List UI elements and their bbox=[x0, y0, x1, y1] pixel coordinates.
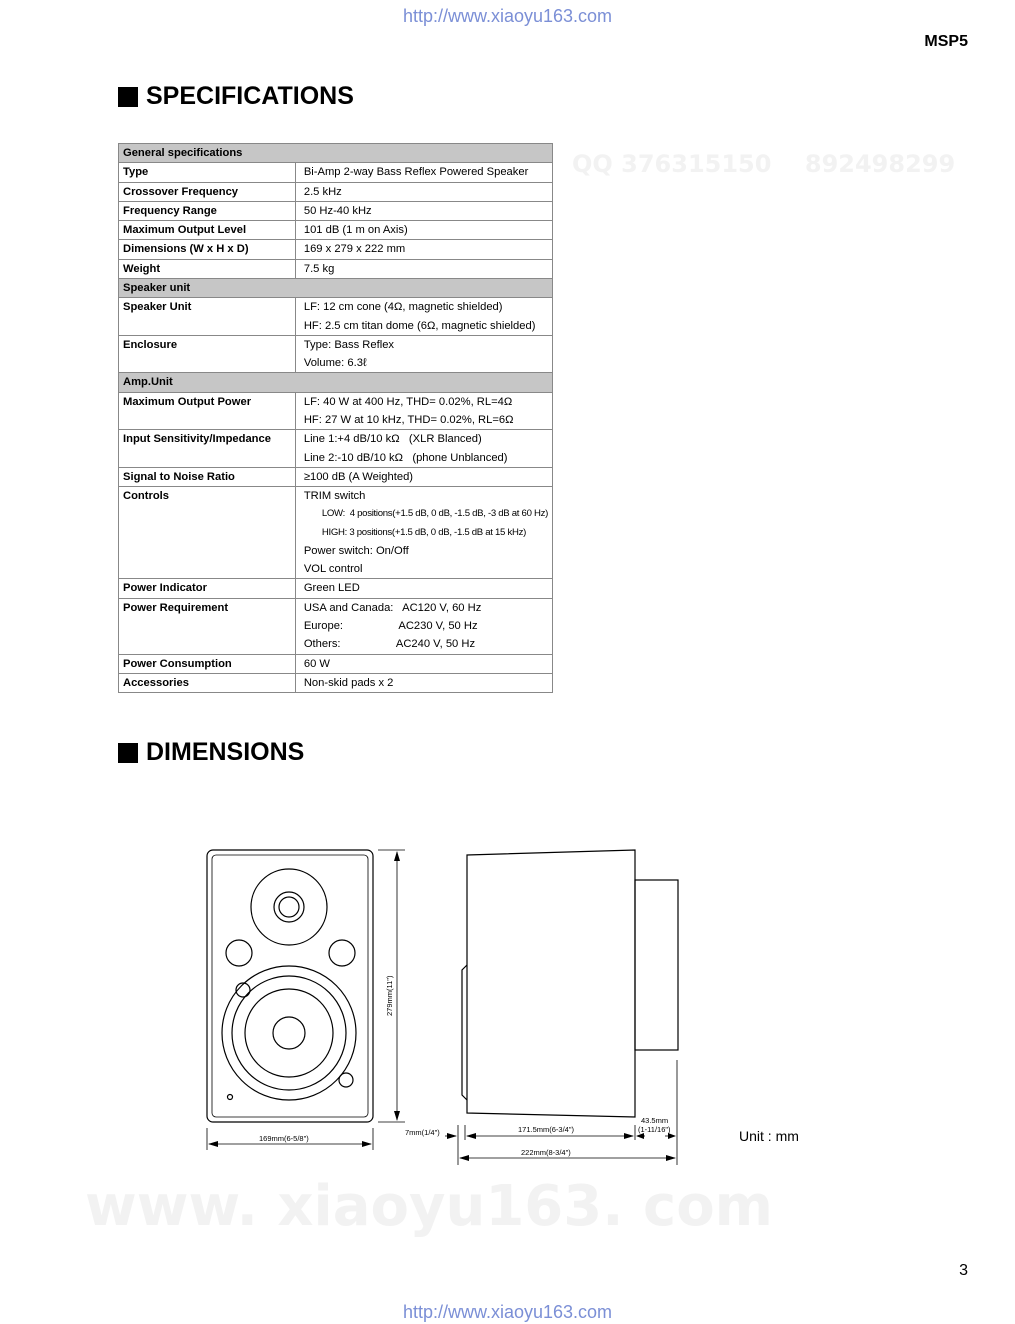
spec-label: Maximum Output Power bbox=[119, 392, 296, 430]
spec-value-line: LOW: 4 positions(+1.5 dB, 0 dB, -1.5 dB, -3 dB at 60 Hz) bbox=[321, 508, 548, 520]
spec-label: Input Sensitivity/Impedance bbox=[119, 430, 296, 468]
spec-value-line: 7.5 kg bbox=[303, 262, 335, 275]
spec-label: Enclosure bbox=[119, 335, 296, 373]
total-depth-label: 222mm(8-3/4") bbox=[521, 1148, 571, 1157]
heading-text: SPECIFICATIONS bbox=[146, 82, 354, 110]
spec-value-line: 60 W bbox=[303, 657, 330, 670]
section-title: Speaker unit bbox=[119, 278, 553, 297]
spec-value-line: HF: 2.5 cm titan dome (6Ω, magnetic shielded) bbox=[303, 319, 536, 332]
width-label: 169mm(6-5/8") bbox=[259, 1134, 309, 1143]
arrowheads bbox=[208, 851, 676, 1161]
spec-value-line: Others: AC240 V, 50 Hz bbox=[303, 638, 476, 651]
spec-value-line: LF: 40 W at 400 Hz, THD= 0.02%, RL=4Ω bbox=[303, 395, 513, 408]
spec-value-line: Power switch: On/Off bbox=[303, 544, 409, 557]
spec-value-line: Non-skid pads x 2 bbox=[303, 676, 394, 689]
spec-label: Crossover Frequency bbox=[119, 182, 296, 201]
footer-url-link[interactable]: http://www.xiaoyu163.com bbox=[402, 1302, 613, 1322]
spec-value-line: 50 Hz-40 kHz bbox=[303, 204, 372, 217]
spec-label: Controls bbox=[119, 487, 296, 579]
body-depth-label: 171.5mm(6-3/4") bbox=[518, 1125, 575, 1134]
spec-value-line: LF: 12 cm cone (4Ω, magnetic shielded) bbox=[303, 301, 503, 314]
page-number: 3 bbox=[959, 1262, 968, 1279]
spec-value-line: 169 x 279 x 222 mm bbox=[303, 243, 406, 256]
model-name: MSP5 bbox=[924, 33, 968, 50]
unit-label: Unit : mm bbox=[739, 1128, 799, 1144]
spec-label: Maximum Output Level bbox=[119, 221, 296, 240]
watermark: www. xiaoyu163. com bbox=[85, 1174, 774, 1239]
section-title: General specifications bbox=[119, 144, 553, 163]
spec-label: Dimensions (W x H x D) bbox=[119, 240, 296, 259]
rear-depth-label: 43.5mm bbox=[641, 1116, 669, 1125]
section-title: Amp.Unit bbox=[119, 373, 553, 392]
spec-value-line: HIGH: 3 positions(+1.5 dB, 0 dB, -1.5 dB at 15 kHz) bbox=[321, 526, 526, 538]
spec-value-line: Bi-Amp 2-way Bass Reflex Powered Speaker bbox=[303, 166, 529, 179]
offset-label: 7mm(1/4") bbox=[405, 1128, 440, 1137]
spec-value-line: USA and Canada: AC120 V, 60 Hz bbox=[303, 601, 482, 614]
spec-value-line: Volume: 6.3ℓ bbox=[303, 357, 367, 370]
spec-value-line: TRIM switch bbox=[303, 490, 366, 503]
spec-value-line: 2.5 kHz bbox=[303, 185, 342, 198]
spec-label: Weight bbox=[119, 259, 296, 278]
spec-value-line: Type: Bass Reflex bbox=[303, 338, 395, 351]
side-view bbox=[462, 850, 678, 1117]
watermark: QQ 376315150 892498299 bbox=[572, 150, 956, 178]
spec-value-line: ≥100 dB (A Weighted) bbox=[303, 470, 414, 483]
spec-value-line: VOL control bbox=[303, 563, 363, 576]
rear-depth-inch-label: (1-11/16") bbox=[638, 1125, 671, 1134]
spec-label: Accessories bbox=[119, 673, 296, 692]
spec-label: Power Requirement bbox=[119, 598, 296, 654]
heading-text: DIMENSIONS bbox=[146, 738, 305, 766]
spec-label: Speaker Unit bbox=[119, 298, 296, 336]
spec-label: Type bbox=[119, 163, 296, 182]
spec-label: Power Consumption bbox=[119, 654, 296, 673]
spec-value-line: Green LED bbox=[303, 582, 360, 595]
spec-label: Signal to Noise Ratio bbox=[119, 467, 296, 486]
spec-value-line: Line 1:+4 dB/10 kΩ (XLR Blanced) bbox=[303, 433, 482, 446]
spec-label: Frequency Range bbox=[119, 201, 296, 220]
spec-value-line: Line 2:-10 dB/10 kΩ (phone Unblanced) bbox=[303, 451, 508, 464]
spec-value-line: Europe: AC230 V, 50 Hz bbox=[303, 620, 478, 633]
front-view bbox=[207, 850, 373, 1122]
spec-label: Power Indicator bbox=[119, 579, 296, 598]
header-url-link[interactable]: http://www.xiaoyu163.com bbox=[402, 6, 613, 26]
spec-value-line: HF: 27 W at 10 kHz, THD= 0.02%, RL=6Ω bbox=[303, 413, 514, 426]
height-label: 279mm(11") bbox=[385, 975, 394, 1016]
spec-value-line: 101 dB (1 m on Axis) bbox=[303, 224, 408, 237]
